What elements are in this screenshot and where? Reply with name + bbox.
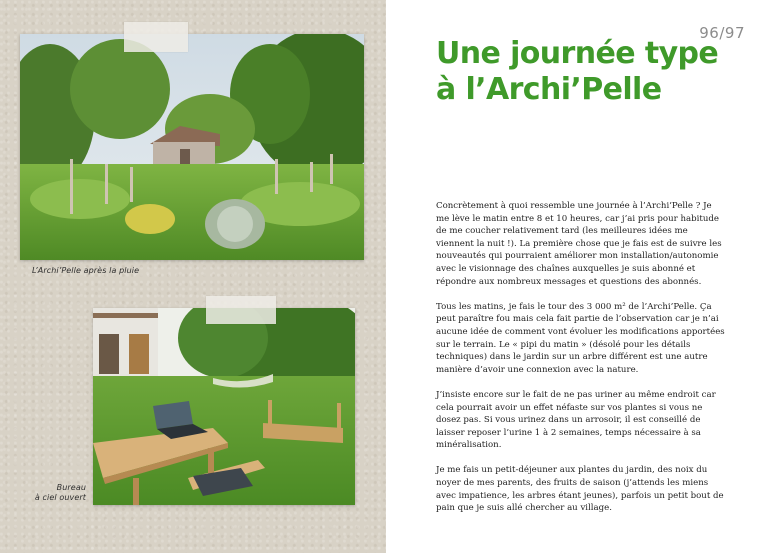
- caption-outdoor-office: [35, 483, 86, 503]
- photo-tape-bottom: [206, 296, 276, 324]
- page-title-line1: Une journée type: [436, 36, 719, 71]
- outdoor-office-photo: [93, 308, 355, 505]
- garden-after-rain-photo: [20, 34, 364, 260]
- caption-outdoor-office-line1: Bureau: [56, 483, 86, 492]
- page-title: [436, 36, 736, 108]
- article-paragraph: J’insiste encore sur le fait de ne pas uriner au même endroit car cela pourrait avoir un effet néfaste sur vos plantes si vous ne dosez pas. Si vous urinez dans un arrosoir, il est conseillé de laisser reposer l’urine 1 à 2 semaines, temps nécessaire à sa minéralisation.: [436, 389, 716, 451]
- caption-garden-after-rain: L’Archi’Pelle après la pluie: [32, 266, 140, 275]
- page-number: 96/97: [699, 24, 745, 42]
- page-title-line2: à l’Archi’Pelle: [436, 72, 662, 107]
- caption-outdoor-office-line2: à ciel ouvert: [34, 493, 86, 502]
- article-paragraph: Je me fais un petit-déjeuner aux plantes du jardin, des noix du noyer de mes parents, des fruits de saison (j’attends les miens avec impatience, les arbres étant jeunes), parfois un petit bout de pain que je suis allé chercher au village.: [436, 465, 724, 514]
- article-body: [436, 200, 726, 515]
- photo-tape-top: [124, 22, 188, 52]
- right-page: [386, 0, 771, 553]
- article-paragraph: Tous les matins, je fais le tour des 3 000 m² de l’Archi’Pelle. Ça peut paraître fou mais cela fait partie de l’observation car je n’ai aucune idée de comment vont évoluer les modifications apportées sur le terrain. Le « pipi du matin » (désolé pour les détails techniques) dans le jardin sur un arbre différent est une autre manière d’avoir une connexion avec la nature.: [436, 301, 725, 375]
- article-paragraph: Concrètement à quoi ressemble une journée à l’Archi’Pelle ? Je me lève le matin entre 8 et 10 heures, car j’ai pris pour habitude de me coucher relativement tard (les meilleures idées me viennent la nuit !). La première chose que je fais est de suivre les nouveautés qui pourraient améliorer mon installation/autonomie avec le visionnage des chaînes auxquelles je suis abonné et répondre aux nombreux messages et questions des abonnés.: [436, 201, 722, 287]
